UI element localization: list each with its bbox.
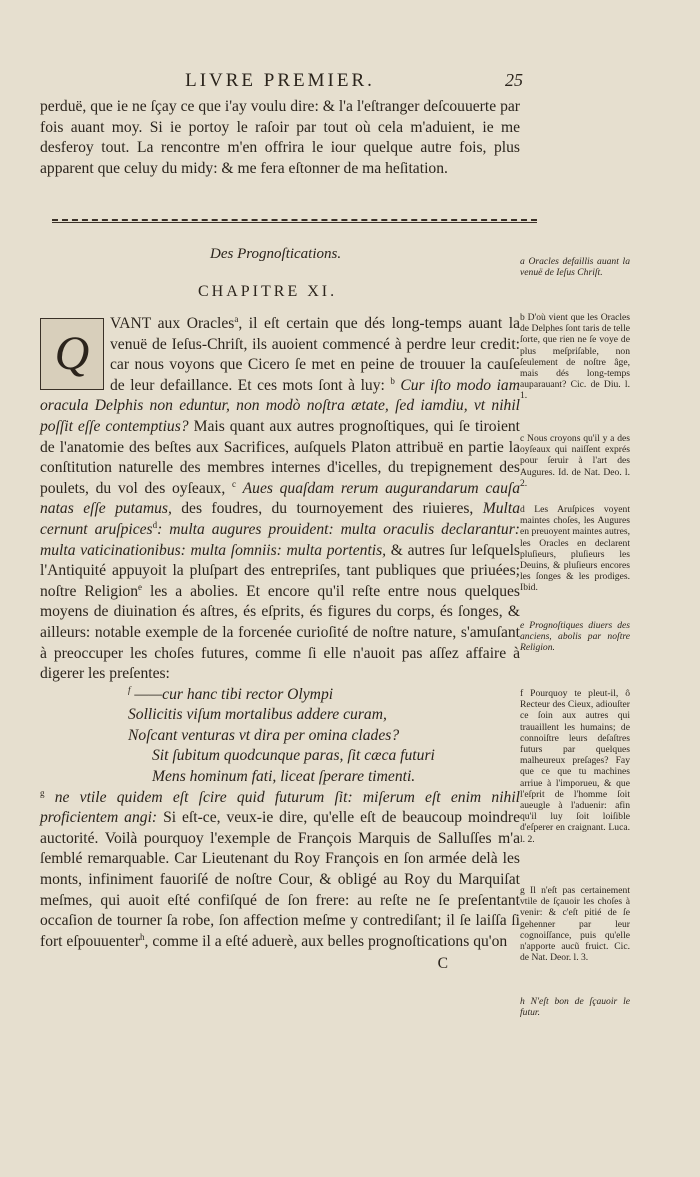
intro-block	[40, 97, 520, 179]
margin-note-b: b D'où vient que les Oracles de Delphes ſont taris de telle ſorte, que rien ne ſe voye de plus meſpriſable, non ſeulement de noſtre âge, mais dés long-temps auparauant? Cic. de Diu. l. 1.	[520, 312, 630, 402]
verse-line: Noſcant venturas vt dira per omina clades?	[128, 726, 400, 744]
margin-note-c: c Nous croyons qu'il y a des oyſeaux qui naiſſent exprés pour ſeruir à l'art des Augures. Id. de Nat. Deo. l. 2.	[520, 433, 630, 489]
latin-quote-4: ne vtile quidem eſt ſcire quid futurum ſit: miſerum eſt enim nihil proficientem angi:	[40, 788, 520, 827]
verse-line: Sit ſubitum quodcunque paras, ſit cæca futuri	[152, 747, 435, 765]
body-text-p1b: , il eſt certain que dés long-temps auant la venuë de Ieſus-Chriſt, ils auoient commencé à perdre leur credit: car nous voyons que Cicero ſe met en peine de trouuer la cauſe de leur defaillance. Et ces mots ſont à luy:	[110, 315, 520, 394]
verse-line: Mens hominum fati, liceat ſperare timenti.	[152, 768, 416, 786]
body-text-p1f: les a abolies. Et encore qu'il reſte entre nous quelques moyens de diuination és aſtres, és eſprits, és figures du corps, és ſonges, & ailleurs: notable exemple de la forcenée curioſité de noſtre nature, s'amuſant à preoccuper les choſes futures, comme ſi elle n'auoit pas aſſez affaire à digerer les preſentes:	[40, 582, 520, 683]
note-marker-a: a	[234, 313, 239, 324]
verse-line: Sollicitis viſum mortalibus addere curam,	[128, 706, 387, 724]
latin-quote-1: Cur iſto modo iam oracula Delphis non eduntur, non modò noſtra ætate, ſed iamdiu, vt nihil poſſit eſſe contemptius?	[40, 376, 520, 435]
margin-note-a: a Oracles defaillis auant la venuë de Ieſus Chriſt.	[520, 256, 630, 279]
body-text-p2b: , comme il a eſté aduerè, aux belles prognoſtications qu'on	[144, 932, 508, 950]
chapter-title: CHAPITRE XI.	[198, 283, 338, 300]
note-marker-e: e	[138, 581, 143, 592]
page-number: 25	[505, 70, 523, 90]
catchword: C	[437, 955, 448, 973]
latin-quote-3b: : multa augures prouident: multa oraculis declarantur: multa vaticinationibus: multa ſomniis: multa portentis,	[40, 520, 520, 559]
note-marker-c: c	[231, 478, 236, 489]
body-text-p1d: des foudres, du tournoyement des riuieres,	[181, 500, 474, 518]
chapter-body	[40, 314, 520, 975]
running-title: LIVRE PREMIER.	[185, 70, 375, 91]
margin-note-g: g Il n'eſt pas certainement vtile de ſçauoir les choſes à venir: & c'eſt pitié de ſe gehenner par leur cognoiſſance, puis qu'elle n'apporte aucũ fruict. Cic. de Nat. Deor. l. 3.	[520, 885, 630, 964]
verse-block	[40, 685, 520, 788]
dropcap-letter: Q	[40, 318, 104, 390]
verse-line: $^f$ ——cur hanc tibi rector Olympi	[128, 684, 334, 703]
latin-quote-2: Aues quaſdam rerum augurandarum cauſa natas eſſe putamus,	[40, 479, 520, 518]
note-marker-d: d	[152, 519, 158, 530]
intro-paragraph: perduë, que ie ne ſçay ce que i'ay voulu dire: & l'a l'eſtranger deſcouuerte par fois auant moy. Si ie portoy le raſoir par tout où cela m'aduient, ie me desferoy tout. La rencontre m'en offrira le iour quelque autre fois, plus apparent que celuy du midy: & me fera eſtonner de ma heſitation.	[40, 98, 520, 177]
margin-note-h: h N'eſt bon de ſçauoir le futur.	[520, 996, 630, 1019]
note-marker-b: b	[390, 375, 395, 386]
body-text-p1c: Mais quant aux autres prognoſtiques, qui ſe tiroient de l'anatomie des beſtes aux Sacrifices, auſquels Platon attribuë en partie la conſtitution naturelle des membres internes d'icelles, du trepignement des poulets, du vol des oyſeaux,	[40, 417, 520, 497]
body-text-p1a: VANT aux Oracles	[110, 315, 235, 332]
note-marker-f: f	[128, 684, 131, 695]
body-text-p2a: Si eſt-ce, veux-ie dire, qu'elle eſt de beaucoup moindre auctorité. Voilà pourquoy l'exemple de François Marquis de Salluſſes m'a ſemblé remarquable. Car Lieutenant du Roy François en ſon armée delà les monts, infiniment fauoriſé de noſtre Cour, & obligé au Roy du Marquiſat meſmes, qui auoit eſté confiſqué de ſon frere: au reſte ne ſe preſentant occaſion de tourner ſa robe, ſon affection meſme y contrediſant; il ſe laiſſa ſi fort eſpouuenter	[40, 809, 520, 950]
note-marker-h: h	[140, 931, 145, 942]
margin-note-f: f Pourquoy te pleut-il, ô Recteur des Cieux, adiouſter ce ſoin aux autres qui trauaillent les humains; de connoiſtre leurs deſaſtres futurs par quelques malheureux preſages? Fay que ce que tu machines arriue à l'imporueu, & que l'eſprit de l'homme ſoit aueugle à l'aduenir: afin qu'il luy ſoit loiſible d'eſperer en craignant. Luca. l. 2.	[520, 688, 630, 845]
body-text-p1e: & autres ſur leſquels l'Antiquité appuyoit la pluſpart des entrepriſes, tant publiques que priuées; noſtre Religion	[40, 541, 521, 600]
section-title: Des Prognoſtications.	[210, 246, 342, 262]
margin-note-d: d Les Aruſpices voyent maintes choſes, les Augures en preuoyent maintes autres, les Oracles en declarent pluſieurs, pluſieurs les Deuins, & pluſieurs encores les ſonges & les prodiges. Ibid.	[520, 504, 630, 594]
ornamental-divider	[52, 219, 537, 221]
margin-note-e: e Prognoſtiques diuers des anciens, abolis par noſtre Religion.	[520, 620, 630, 654]
note-marker-g: g	[40, 787, 45, 798]
latin-quote-3a: Multa cernunt aruſpices	[40, 500, 520, 538]
